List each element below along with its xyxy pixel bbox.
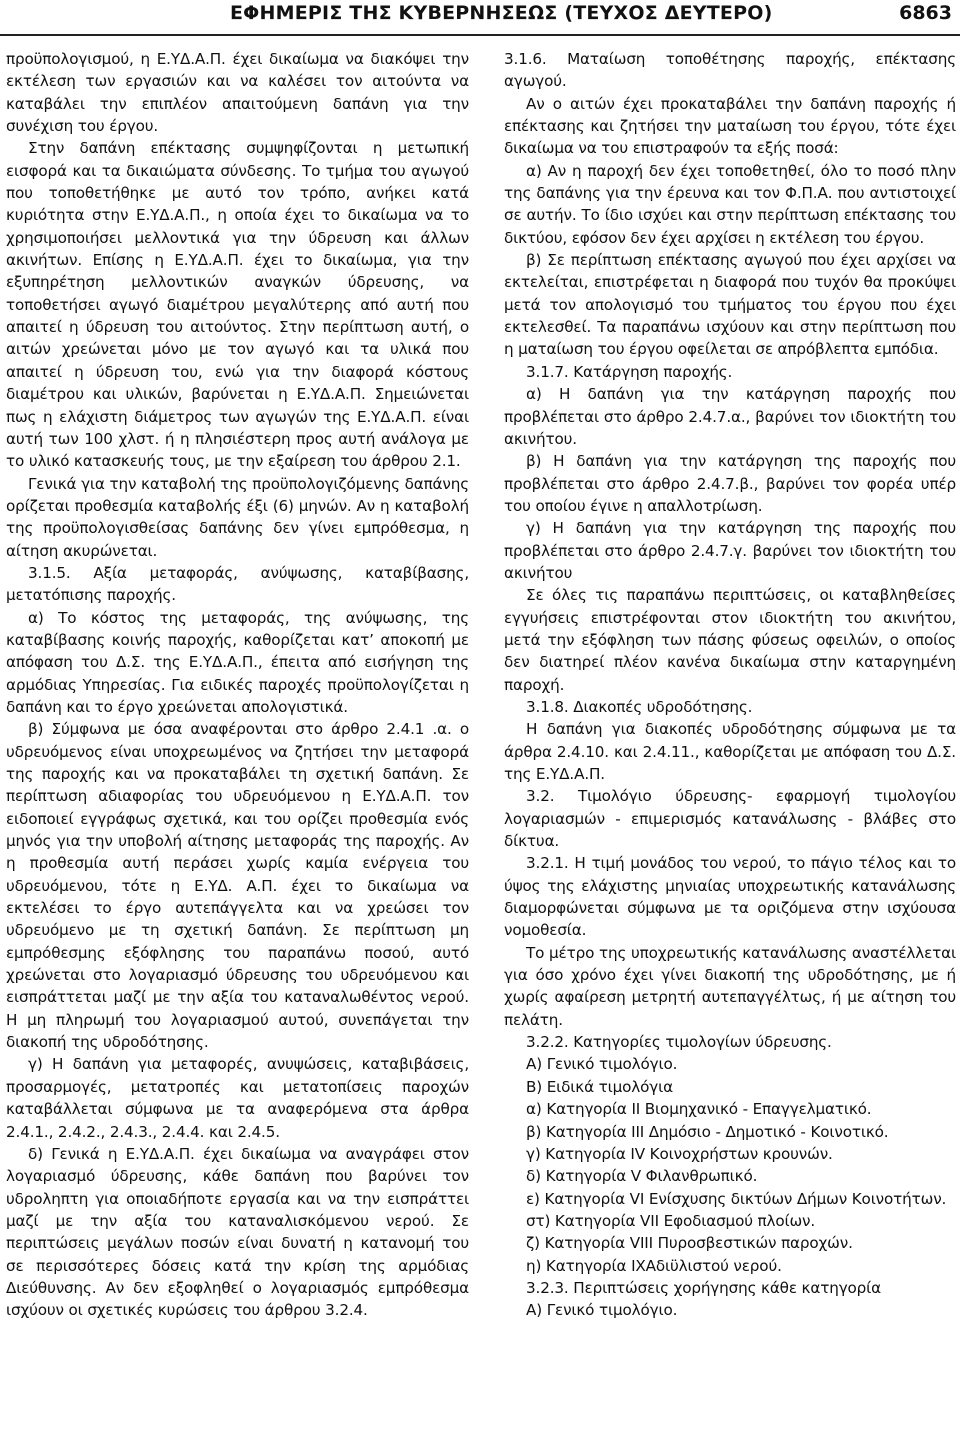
paragraph: Γενικά για την καταβολή της προϋπολογιζόμενης δαπάνης ορίζεται προθεσμία καταβολής έξι (6) μηνών. Αν η καταβολή της προϋπολογισθείσας δαπάνης δεν γίνει εμπρόθεσμα, η αίτηση ακυρώνεται.	[6, 474, 469, 560]
left-column	[6, 48, 469, 1322]
list-item: ε) Κατηγορία VI Ενίσχυσης δικτύων Δήμων Κοινοτήτων.	[526, 1189, 947, 1208]
section-heading: 3.2.3. Περιπτώσεις χορήγησης κάθε κατηγορία	[526, 1278, 882, 1297]
paragraph: β) Σε περίπτωση επέκτασης αγωγού που έχει αρχίσει να εκτελείται, επιστρέφεται η διαφορά που τυχόν θα προκύψει μετά τον απολογισμό του τμήματος του έργου που έχει εκτελεσθεί. Τα παραπάνω ισχύουν και στην περίπτωση που η ματαίωση του έργου οφείλεται σε απρόβλεπτα εμπόδια.	[504, 251, 956, 359]
list-item: ζ) Κατηγορία VIII Πυροσβεστικών παροχών.	[526, 1234, 853, 1253]
paragraph: β) Σύμφωνα με όσα αναφέρονται στο άρθρο 2.4.1 .α. ο υδρευόμενος είναι υποχρεωμένος να ζητήσει την μεταφορά της παροχής και να προκαταβάλει τη σχετική δαπάνη. Σε περίπτωση αδιαφορίας του υδρευόμενου η Ε.ΥΔ.Α.Π. τον ειδοποιεί εγγράφως σχετικά, και του ορίζει προθεσμία ενός μηνός για την υποβολή αίτησης μεταφοράς της παροχής. Αν η προθεσμία αυτή περάσει χωρίς καμία ενέργεια του υδρευόμενου, τότε η Ε.ΥΔ. Α.Π. έχει το δικαίωμα να εκτελέσει το έργο αυτεπάγγελτα και να χρεώσει τον υδρευόμενο με τη σχετική δαπάνη. Σε περίπτωση μη εμπρόθεσμης εξόφλησης του παραπάνω ποσού, αυτό χρεώνεται στο λογαριασμό ύδρευσης του υδρευόμενου και εισπράττεται μαζί με την αξία του καταναλωθέντος νερού. Η μη πληρωμή του λογαριασμού αυτού, συνεπάγεται την διακοπή της υδροδότησης.	[6, 720, 469, 1052]
section-heading: 3.2.2. Κατηγορίες τιμολογίων ύδρευσης.	[526, 1033, 832, 1052]
paragraph: προϋπολογισμού, η Ε.ΥΔ.Α.Π. έχει δικαίωμα να διακόψει την εκτέλεση των εργασιών και να καλέσει τον αιτούντα να καταβάλει την επιπλέον απαιτούμενη δαπάνη για την συνέχιση του έργου.	[6, 50, 469, 136]
paragraph: δ) Γενικά η Ε.ΥΔ.Α.Π. έχει δικαίωμα να αναγράφει στον λογαριασμό ύδρευσης, κάθε δαπάνη που βαρύνει τον υδροληπτη για οποιαδήποτε εργασία και να την εισπράττει μαζί με την αξία του καταναλισκόμενου νερού. Σε περιπτώσεις μεγάλων ποσών είναι δυνατή η κατανομή του σε περισσότερες δόσεις κατά την κρίση της αρμόδιας Διεύθυνσης. Αν δεν εξοφληθεί ο λογαριασμός εμπρόθεσμα ισχύουν οι σχετικές κυρώσεις του άρθρου 3.2.4.	[6, 1144, 469, 1320]
right-column	[504, 48, 956, 1322]
list-item: δ) Κατηγορία V Φιλανθρωπικό.	[526, 1167, 758, 1186]
list-item: Β) Ειδικά τιμολόγια	[526, 1077, 673, 1096]
section-heading: 3.1.5. Αξία μεταφοράς, ανύψωσης, καταβίβασης, μετατόπισης παροχής.	[6, 563, 469, 605]
list-item: β) Κατηγορία ΙΙΙ Δημόσιο - Δημοτικό - Κοινοτικό.	[526, 1122, 889, 1141]
paragraph: Στην δαπάνη επέκτασης συμψηφίζονται η μετωπική εισφορά και τα δικαιώματα σύνδεσης. Το τμήμα του αγωγού που τοποθετήθηκε με αυτό τον τρόπο, ανήκει κατά κυριότητα στην Ε.ΥΔ.Α.Π., η οποία έχει το δικαίωμα να το χρησιμοποιήσει μελλοντικά για την ύδρευση και άλλων ακινήτων. Επίσης η Ε.ΥΔ.Α.Π. έχει το δικαίωμα, για την εξυπηρέτηση μελλοντικών αναγκών ύδρευσης, να τοποθετήσει αγωγό διαμέτρου μεγαλύτερης από αυτή που απαιτεί η ύδρευση του αιτούντος. Στην περίπτωση αυτή, ο αιτών χρεώνεται μόνο με τον αγωγό και τα υλικά που απαιτεί η ύδρευση του, ενώ για την διαφορά κόστους διαμέτρου και υλικών, βαρύνεται η Ε.ΥΔ.Α.Π. Σημειώνεται πως η ελάχιστη διάμετρος των αγωγών της Ε.ΥΔ.Α.Π. είναι αυτή των 100 χλστ. ή η πλησιέστερη προς αυτή ανάλογα με το υλικό κατασκευής τους, με την εξαίρεση του άρθρου 2.1.	[6, 139, 469, 471]
section-heading: 3.2. Τιμολόγιο ύδρευσης- εφαρμογή τιμολογίου λογαριασμών - επιμερισμός κατανάλωσης - βλάβες στο δίκτυα.	[504, 787, 956, 851]
paragraph: γ) Η δαπάνη για την κατάργηση της παροχής που προβλέπεται στο άρθρο 2.4.7.γ. βαρύνει τον ιδιοκτήτη του ακινήτου	[504, 519, 956, 582]
paragraph: α) Αν η παροχή δεν έχει τοποθετηθεί, όλο το ποσό πλην της δαπάνης για την έρευνα και τον Φ.Π.Α. που αντιστοιχεί σε αυτήν. Το ίδιο ισχύει και στην περίπτωση επέκτασης του δικτύου, εφόσον δεν έχει αρχίσει η εκτέλεση του έργου.	[504, 161, 956, 247]
section-heading: 3.1.6. Ματαίωση τοποθέτησης παροχής, επέκτασης αγωγού.	[504, 50, 956, 91]
list-item: στ) Κατηγορία VII Εφοδιασμού πλοίων.	[526, 1211, 816, 1230]
section-heading: 3.1.8. Διακοπές υδροδότησης.	[526, 697, 753, 716]
paragraph: α) Το κόστος της μεταφοράς, της ανύψωσης, της καταβίβασης κοινής παροχής, καθορίζεται κατ’ αποκοπή με απόφαση του Δ.Σ. της Ε.ΥΔ.Α.Π., έπειτα από εισήγηση της αρμόδιας Υπηρεσίας. Για ειδικές παροχές προϋπολογίζεται η δαπάνη και το έργο χρεώνεται απολογιστικά.	[6, 608, 469, 716]
paragraph: β) Η δαπάνη για την κατάργηση της παροχής που προβλέπεται στο άρθρο 2.4.7.β., βαρύνει τον φορέα υπέρ του οποίου έγινε η απαλλοτρίωση.	[504, 452, 956, 515]
header-divider	[0, 34, 960, 36]
section-heading: 3.1.7. Κατάργηση παροχής.	[526, 362, 733, 381]
list-item: η) Κατηγορία IXΑδιϋλιστού νερού.	[526, 1256, 782, 1275]
page-header	[0, 0, 960, 40]
paragraph: Η δαπάνη για διακοπές υδροδότησης σύμφωνα με τα άρθρα 2.4.10. και 2.4.11., καθορίζεται με απόφαση του Δ.Σ. της Ε.ΥΔ.Α.Π.	[504, 720, 956, 783]
list-item: γ) Κατηγορία IV Κοινοχρήστων κρουνών.	[526, 1144, 833, 1163]
paragraph: γ) Η δαπάνη για μεταφορές, ανυψώσεις, καταβιβάσεις, προσαρμογές, μετατροπές και μετατοπίσεις παροχών καταβάλλεται σύμφωνα με τα αναφερόμενα στα άρθρα 2.4.1., 2.4.2., 2.4.3., 2.4.4. και 2.4.5.	[6, 1055, 469, 1141]
list-item: Α) Γενικό τιμολόγιο.	[526, 1301, 678, 1320]
paragraph: α) Η δαπάνη για την κατάργηση παροχής που προβλέπεται στο άρθρο 2.4.7.α., βαρύνει τον ιδιοκτήτη του ακινήτου.	[504, 385, 956, 448]
paragraph: 3.2.1. Η τιμή μονάδος του νερού, το πάγιο τέλος και το ύψος της ελάχιστης μηνιαίας υποχρεωτικής κατανάλωσης διαμορφώνεται σύμφωνα με τα οριζόμενα στην ισχύουσα νομοθεσία.	[504, 854, 956, 940]
gazette-title: ΕΦΗΜΕΡΙΣ ΤΗΣ ΚΥΒΕΡΝΗΣΕΩΣ (ΤΕΥΧΟΣ ΔΕΥΤΕΡΟ)	[230, 2, 773, 24]
list-item: α) Κατηγορία ΙΙ Βιομηχανικό - Επαγγελματικό.	[526, 1100, 872, 1119]
paragraph: Αν ο αιτών έχει προκαταβάλει την δαπάνη παροχής ή επέκτασης και ζητήσει την ματαίωση του έργου, τότε έχει δικαίωμα να του επιστραφούν τα εξής ποσά:	[504, 94, 956, 158]
paragraph: Το μέτρο της υποχρεωτικής κατανάλωσης αναστέλλεται για όσο χρόνο έχει γίνει διακοπή της υδροδότησης, με ή χωρίς αφαίρεση μετρητή αυτεπαγγέλτως, ή με αίτηση του πελάτη.	[504, 943, 956, 1029]
page-number: 6863	[899, 2, 952, 24]
paragraph: Σε όλες τις παραπάνω περιπτώσεις, οι καταβληθείσες εγγυήσεις επιστρέφονται στον ιδιοκτήτη του ακινήτου, μετά την εξόφληση των πάσης φύσεως οφειλών, ο οποίος δεν διατηρεί πλέον κανένα δικαίωμα στην καταργημένη παροχή.	[504, 586, 956, 694]
list-item: Α) Γενικό τιμολόγιο.	[526, 1055, 678, 1074]
